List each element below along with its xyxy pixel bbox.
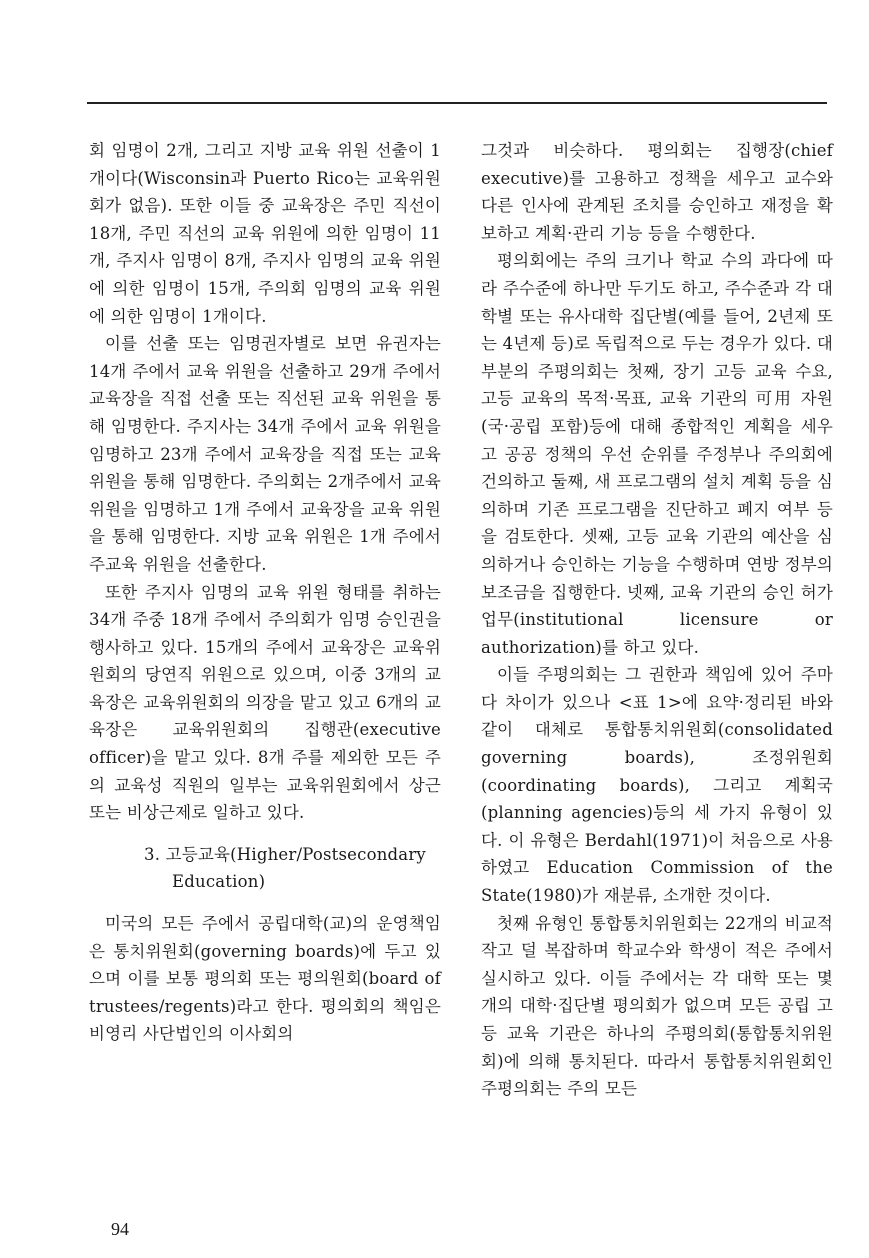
right-paragraph-4: 첫째 유형인 통합통치위원회는 22개의 비교적 작고 덜 복잡하며 학교수와 학생이 적은 주에서 실시하고 있다. 이들 주에서는 각 대학 또는 몇 개의 대학·집단별 평의회가 없으며 모든 공립 고등 교육 기관은 하나의 주평의회(통합통치위원회)에 의해 통치된다. 따라서 통합통치위원회인 주평의회는 주의 모든 <box>481 913 833 1099</box>
left-paragraph-1: 회 임명이 2개, 그리고 지방 교육 위원 선출이 1개이다(Wisconsin과 Puerto Rico는 교육위원회가 없음). 또한 이들 중 교육장은 주민 직선이 18개, 주민 직선의 교육 위원에 의한 임명이 11개, 주지사 임명이 8개, 주지사 임명의 교육 위원에 의한 임명이 15개, 주의회 임명의 교육 위원에 의한 임명이 1개이다. <box>89 141 441 326</box>
section-heading <box>89 841 441 896</box>
left-paragraph-4: 미국의 모든 주에서 공립대학(교)의 운영책임은 통치위원회(governing boards)에 두고 있으며 이를 보통 평의회 또는 평의원회(board of trustees/regents)라고 한다. 평의회의 책임은 비영리 사단법인의 이사회의 <box>89 914 441 1044</box>
left-paragraph-2: 이를 선출 또는 임명권자별로 보면 유권자는 14개 주에서 교육 위원을 선출하고 29개 주에서 교육장을 직접 선출 또는 직선된 교육 위원을 통해 임명한다. 주지사는 34개 주에서 교육 위원을 임명하고 23개 주에서 교육장을 직접 또는 교육 위원을 통해 임명한다. 주의회는 2개주에서 교육 위원을 임명하고 1개 주에서 교육장을 교육 위원을 통해 임명한다. 지방 교육 위원은 1개 주에서 주교육 위원을 선출한다. <box>89 334 441 574</box>
page-number: 94 <box>111 1219 129 1239</box>
left-paragraph-3: 또한 주지사 임명의 교육 위원 형태를 취하는 34개 주중 18개 주에서 주의회가 임명 승인권을 행사하고 있다. 15개의 주에서 교육장은 교육위원회의 당연직 위원으로 있으며, 이중 3개의 교육장은 교육위원회의 의장을 맡고 있고 6개의 교육장은 교육위원회의 집행관(executive officer)을 맡고 있다. 8개 주를 제외한 모든 주의 교육성 직원의 일부는 교육위원회에서 상근 또는 비상근제로 일하고 있다. <box>89 582 441 823</box>
left-column <box>89 137 441 1048</box>
right-paragraph-3: 이들 주평의회는 그 권한과 책임에 있어 주마다 차이가 있으나 <표 1>에 요약·정리된 바와 같이 대체로 통합통치위원회(consolidated governing boards), 조정위원회(coordinating boards), 그리고 계획국(planning agencies)등의 세 가지 유형이 있다. 이 유형은 Berdahl(1971)이 처음으로 사용하였고 Education Commission of the State(1980)가 재분류, 소개한 것이다. <box>481 665 833 906</box>
right-paragraph-2: 평의회에는 주의 크기나 학교 수의 과다에 따라 주수준에 하나만 두기도 하고, 주수준과 각 대학별 또는 유사대학 집단별(예를 들어, 2년제 또는 4년제 등)로 독립적으로 두는 경우가 있다. 대부분의 주평의회는 첫째, 장기 고등 교육 수요, 고등 교육의 목적·목표, 교육 기관의 可用 자원(국·공립 포함)등에 대해 종합적인 계획을 세우고 공공 정책의 우선 순위를 주정부나 주의회에 건의하고 둘째, 새 프로그램의 설치 계획 등을 심의하며 기존 프로그램을 진단하고 폐지 여부 등을 검토한다. 셋째, 고등 교육 기관의 예산을 심의하거나 승인하는 기능을 수행하며 연방 정부의 보조금을 집행한다. 넷째, 교육 기관의 승인 허가 업무(institutional licensure or authorization)를 하고 있다. <box>481 251 833 657</box>
section-heading-line-1: 3. 고등교육(Higher/Postsecondary <box>144 844 426 864</box>
right-paragraph-1: 그것과 비슷하다. 평의회는 집행장(chief executive)를 고용하고 정책을 세우고 교수와 다른 인사에 관계된 조치를 승인하고 재정을 확보하고 계획·관리 기능 등을 수행한다. <box>481 141 833 243</box>
section-heading-line-2: Education) <box>172 872 266 892</box>
right-column <box>481 137 833 1103</box>
header-rule <box>87 102 827 104</box>
